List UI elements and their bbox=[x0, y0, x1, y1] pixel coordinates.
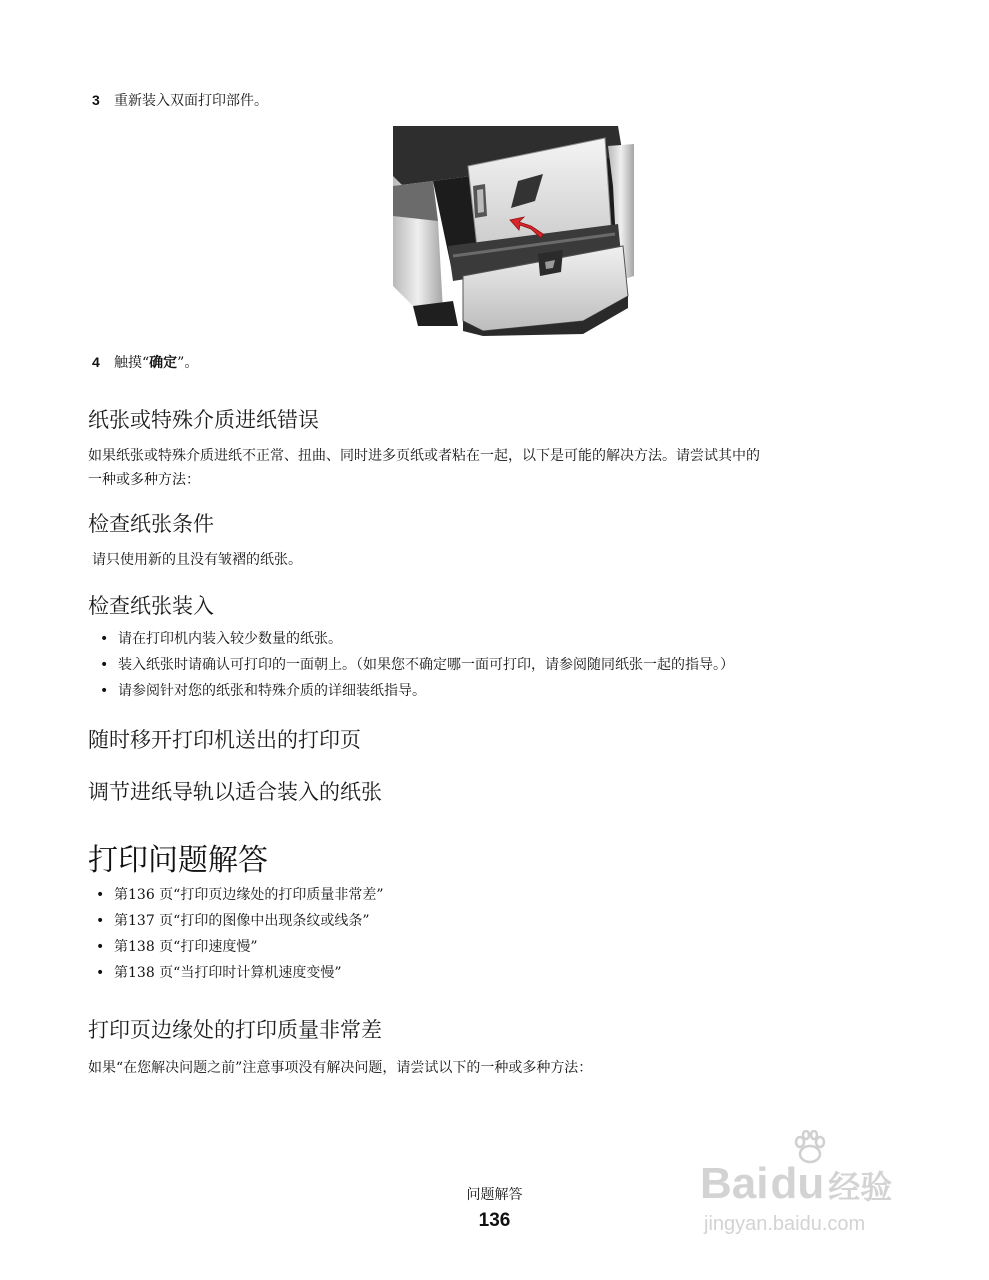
list-item: • 请在打印机内装入较少数量的纸张。 bbox=[100, 626, 734, 652]
section-heading-remove-printed-pages: 随时移开打印机送出的打印页 bbox=[88, 728, 361, 752]
step-3 bbox=[92, 90, 268, 111]
bullet-icon: • bbox=[100, 631, 109, 647]
section-text: 请只使用新的且没有皱褶的纸张。 bbox=[92, 552, 302, 568]
bullet-icon: • bbox=[96, 887, 105, 903]
paragraph-line: 一种或多种方法： bbox=[88, 472, 200, 488]
bullet-icon: • bbox=[96, 913, 105, 929]
section-heading-check-paper-condition: 检查纸张条件 bbox=[88, 512, 214, 536]
bullet-icon: • bbox=[96, 965, 105, 981]
section-heading-adjust-paper-guide: 调节进纸导轨以适合装入的纸张 bbox=[88, 780, 382, 804]
section-text: 如果“在您解决问题之前”注意事项没有解决问题，请尝试以下的一种或多种方法： bbox=[88, 1060, 593, 1076]
ok-label: 确定 bbox=[149, 355, 178, 371]
chapter-heading-print-troubleshooting: 打印问题解答 bbox=[88, 843, 268, 878]
list-item[interactable]: • 第137 页“打印的图像中出现条纹或线条” bbox=[96, 908, 384, 934]
printer-duplex-illustration bbox=[393, 126, 634, 336]
baidu-jingyan-watermark bbox=[700, 1130, 940, 1240]
list-item[interactable]: • 第138 页“当打印时计算机速度变慢” bbox=[96, 960, 384, 986]
list-item: • 请参阅针对您的纸张和特殊介质的详细装纸指导。 bbox=[100, 678, 734, 704]
step-number: 4 bbox=[92, 354, 100, 370]
section-heading-check-paper-loading: 检查纸张装入 bbox=[88, 594, 214, 618]
list-item[interactable]: • 第136 页“打印页边缘处的打印质量非常差” bbox=[96, 882, 384, 908]
list-item: • 装入纸张时请确认可打印的一面朝上。（如果您不确定哪一面可打印，请参阅随同纸张一起的指导。） bbox=[100, 652, 734, 678]
section-heading-paper-feed-error: 纸张或特殊介质进纸错误 bbox=[88, 408, 319, 432]
watermark-brand-left: Bai bbox=[700, 1159, 769, 1208]
page-number: 136 bbox=[478, 1210, 511, 1231]
step-text-suffix: ”。 bbox=[177, 355, 199, 371]
step-text: 重新装入双面打印部件。 bbox=[114, 93, 268, 109]
section-heading-poor-edge-quality: 打印页边缘处的打印质量非常差 bbox=[88, 1018, 382, 1042]
paragraph-line: 如果纸张或特殊介质进纸不正常、扭曲、同时进多页纸或者粘在一起，以下是可能的解决方法。请尝试其中的 bbox=[88, 448, 760, 464]
step-4 bbox=[92, 352, 198, 373]
bullet-list bbox=[100, 626, 734, 704]
watermark-brand-right: du bbox=[770, 1159, 825, 1208]
watermark-url: jingyan.baidu.com bbox=[704, 1213, 866, 1235]
bullet-icon: • bbox=[96, 939, 105, 955]
step-text-prefix: 触摸“ bbox=[114, 355, 150, 371]
footer-section-label: 问题解答 bbox=[466, 1187, 523, 1203]
section-paragraph bbox=[88, 444, 918, 492]
bullet-icon: • bbox=[100, 683, 109, 699]
bullet-icon: • bbox=[100, 657, 109, 673]
chapter-link-list bbox=[96, 882, 384, 986]
step-number: 3 bbox=[92, 92, 100, 108]
list-item[interactable]: • 第138 页“打印速度慢” bbox=[96, 934, 384, 960]
watermark-brand-cn: 经验 bbox=[828, 1168, 893, 1206]
